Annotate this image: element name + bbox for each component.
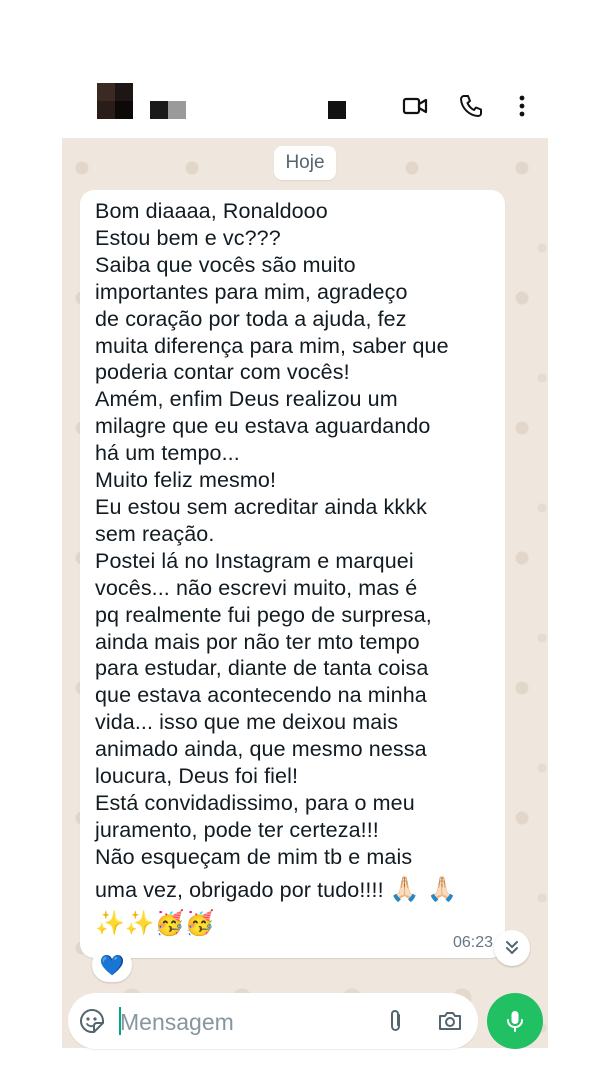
chat-area[interactable] xyxy=(62,138,548,1048)
more-vertical-icon[interactable] xyxy=(508,92,536,120)
phone-icon[interactable] xyxy=(457,92,485,120)
scroll-down-button[interactable] xyxy=(494,930,530,966)
blue-heart-emoji: 💙 xyxy=(99,953,125,977)
emoji-row: ✨✨🥳🥳 xyxy=(95,908,215,937)
incoming-message-bubble[interactable] xyxy=(80,190,505,958)
message-text: Bom diaaaa, Ronaldooo Estou bem e vc??? Saiba que vocês são muito importantes para mim, agradeço de coração por toda a ajuda, fez muita diferença para mim, saber que poderia contar com vocês! Amém, enfim Deus realizou um milagre que eu estava aguardando há um tempo... Muito feliz mesmo! Eu estou sem acreditar ainda kkkk sem reação. Postei lá no Instagram e marquei vocês... não escrevi muito, mas é pq realmente fui pego de surpresa, ainda mais por não ter mto tempo para estudar, diante de tanta coisa que estava acontecendo na minha vida... isso que me deixou mais animado ainda, que mesmo nessa loucura, Deus foi fiel! Está convidadissimo, para o meu juramento, pode ter certeza!!! Não esqueçam de mim tb e mais xyxy=(95,199,449,869)
contact-avatar[interactable] xyxy=(97,83,133,119)
microphone-button[interactable] xyxy=(487,993,543,1049)
message-last-line xyxy=(95,874,493,904)
message-last-line-text: uma vez, obrigado por tudo!!!! xyxy=(95,877,390,902)
contact-status-redacted xyxy=(328,101,346,119)
video-call-icon[interactable] xyxy=(401,92,429,120)
praying-hands-emoji: 🙏🏻 🙏🏻 xyxy=(389,874,458,903)
contact-name-redacted[interactable] xyxy=(150,101,186,119)
message-reaction[interactable] xyxy=(92,948,132,982)
sticker-icon[interactable] xyxy=(78,1007,106,1035)
chevron-double-down-icon xyxy=(502,938,522,958)
date-chip: Hoje xyxy=(274,146,336,180)
camera-icon[interactable] xyxy=(436,1007,464,1035)
message-input[interactable] xyxy=(118,1003,372,1041)
chat-header xyxy=(0,0,610,138)
microphone-icon xyxy=(501,1007,529,1035)
message-time: 06:23 xyxy=(452,934,493,951)
message-composer xyxy=(68,993,478,1049)
paperclip-icon[interactable] xyxy=(382,1007,410,1035)
